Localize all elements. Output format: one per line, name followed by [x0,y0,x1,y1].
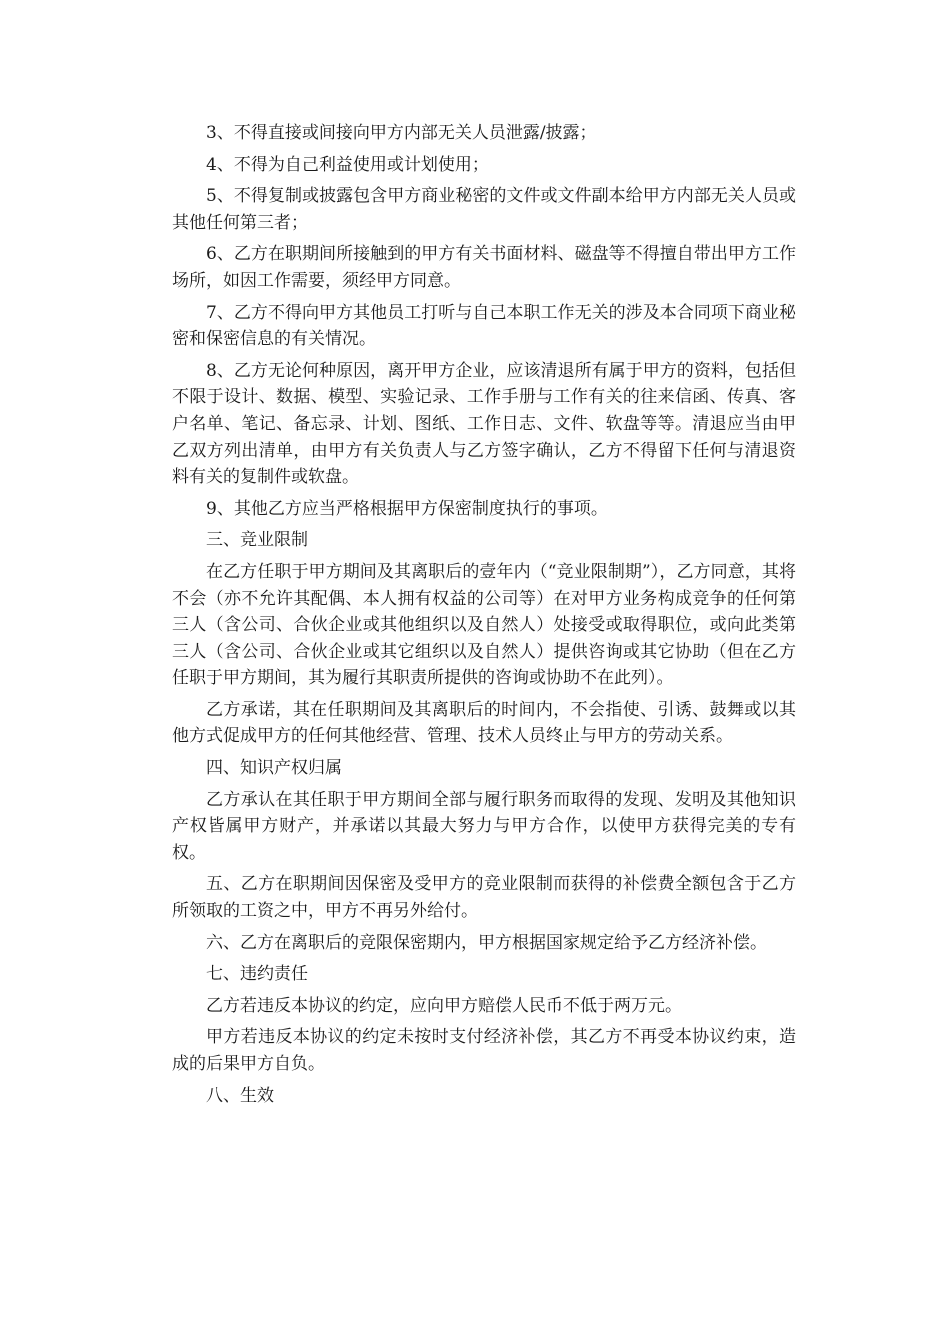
breach-party-a-paragraph: 甲方若违反本协议的约定未按时支付经济补偿，其乙方不再受本协议约束，造成的后果甲方自负。 [172,1027,796,1074]
section-post-employment-compensation: 六、乙方在离职后的竞限保密期内，甲方根据国家规定给予乙方经济补偿。 [206,932,767,953]
section-heading-breach: 七、违约责任 [206,964,308,985]
non-solicit-paragraph: 乙方承诺，其在任职期间及其离职后的时间内，不会指使、引诱、鼓舞或以其他方式促成甲方的任何其他经营、管理、技术人员终止与甲方的劳动关系。 [172,699,796,747]
section-heading-effective: 八、生效 [206,1085,274,1106]
breach-party-b-paragraph: 乙方若违反本协议的约定，应向甲方赔偿人民币不低于两万元。 [206,995,682,1016]
non-compete-paragraph: 在乙方任职于甲方期间及其离职后的壹年内（“竞业限制期”），乙方同意，其将不会（亦不允许其配偶、本人拥有权益的公司等）在对甲方业务构成竞争的任何第三人（含公司、合伙企业或其他组织以及自然人）处接受或取得职位，或向此类第三人（含公司、合伙企业或其它组织以及自然人）提供咨询或其它协助（但在乙方任职于甲方期间，其为履行其职责所提供的咨询或协助不在此列）。 [172,561,796,689]
section-heading-ip: 四、知识产权归属 [206,758,342,779]
section-heading-non-compete: 三、竞业限制 [206,530,308,551]
ip-paragraph: 乙方承认在其任职于甲方期间全部与履行职务而取得的发现、发明及其他知识产权皆属甲方财产，并承诺以其最大努力与甲方合作，以使甲方获得完美的专有权。 [172,789,796,863]
clause-item-8: 8、乙方无论何种原因，离开甲方企业，应该清退所有属于甲方的资料，包括但不限于设计、数据、模型、实验记录、工作手册与工作有关的往来信函、传真、客户名单、笔记、备忘录、计划、图纸、工作日志、文件、软盘等等。清退应当由甲乙双方列出清单，由甲方有关负责人与乙方签字确认，乙方不得留下任何与清退资料有关的复制件或软盘。 [172,360,796,488]
clause-item-9: 9、其他乙方应当严格根据甲方保密制度执行的事项。 [206,498,608,519]
clause-item-5: 5、不得复制或披露包含甲方商业秘密的文件或文件副本给甲方内部无关人员或其他任何第三者； [172,186,796,233]
clause-item-3: 3、不得直接或间接向甲方内部无关人员泄露/披露； [206,123,597,143]
section-compensation-included: 五、乙方在职期间因保密及受甲方的竞业限制而获得的补偿费全额包含于乙方所领取的工资之中，甲方不再另外给付。 [172,874,796,922]
clause-item-6: 6、乙方在职期间所接触到的甲方有关书面材料、磁盘等不得擅自带出甲方工作场所，如因工作需要，须经甲方同意。 [172,244,796,291]
document-body [172,120,796,1114]
clause-item-7: 7、乙方不得向甲方其他员工打听与自己本职工作无关的涉及本合同项下商业秘密和保密信息的有关情况。 [172,302,796,350]
clause-item-4: 4、不得为自己利益使用或计划使用； [206,154,489,175]
